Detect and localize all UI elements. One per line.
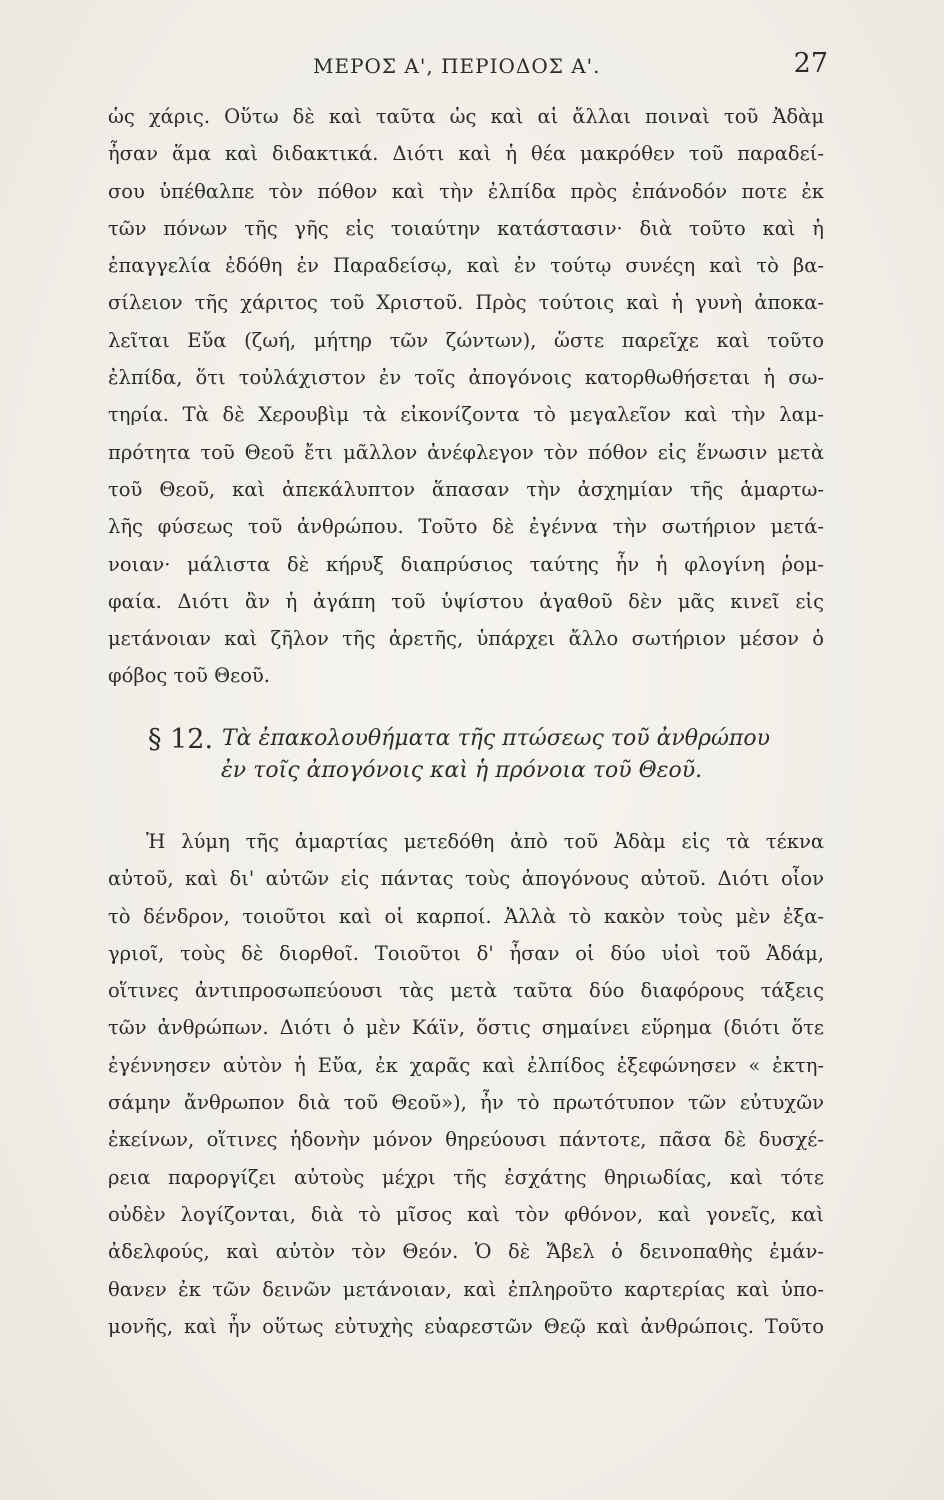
- section-title-line-2: ἐν τοῖς ἀπογόνοις καὶ ἡ πρόνοια τοῦ Θεοῦ.: [221, 758, 703, 783]
- text-line: ἐγέννησεν αὐτὸν ἡ Εὔα, ἐκ χαρᾶς καὶ ἐλπίδος ἐξεφώνησεν « ἐκτη-: [108, 1053, 824, 1077]
- text-line: αὐτοῦ, καὶ δι' αὐτῶν εἰς πάντας τοὺς ἀπογόνους αὐτοῦ. Διότι οἷον: [108, 867, 824, 891]
- text-line: τοῦ Θεοῦ, καὶ ἀπεκάλυπτον ἅπασαν τὴν ἀσχημίαν τῆς ἁμαρτω-: [108, 477, 824, 501]
- text-line: ἀδελφούς, καὶ αὐτὸν τὸν Θεόν. Ὁ δὲ Ἄβελ ὁ δεινοπαθὴς ἐμάν-: [108, 1240, 824, 1264]
- text-line: φόβος τοῦ Θεοῦ.: [108, 664, 270, 688]
- text-line: νοιαν· μάλιστα δὲ κήρυξ διαπρύσιος ταύτης ἦν ἡ φλογίνη ῥομ-: [108, 552, 824, 576]
- text-line: σάμην ἄνθρωπον διὰ τοῦ Θεοῦ»), ἦν τὸ πρωτότυπον τῶν εὐτυχῶν: [108, 1091, 824, 1115]
- running-head: ΜΕΡΟΣ Α', ΠΕΡΙΟΔΟΣ Α'.: [313, 54, 601, 78]
- text-line: ἐλπίδα, ὅτι τοὐλάχιστον ἐν τοῖς ἀπογόνοις κατορθωθήσεται ἡ σω-: [108, 366, 824, 390]
- text-line: σου ὑπέθαλπε τὸν πόθον καὶ τὴν ἐλπίδα πρὸς ἐπάνοδόν ποτε ἐκ: [108, 179, 824, 203]
- text-line: ἦσαν ἅμα καὶ διδακτικά. Διότι καὶ ἡ θέα μακρόθεν τοῦ παραδεί-: [108, 142, 824, 166]
- text-line: ἐκείνων, οἵτινες ἡδονὴν μόνον θηρεύουσι πάντοτε, πᾶσα δὲ δυσχέ-: [108, 1128, 824, 1152]
- section-title-line-1: Τὰ ἐπακολουθήματα τῆς πτώσεως τοῦ ἀνθρώπου: [222, 726, 771, 751]
- text-line: τῶν πόνων τῆς γῆς εἰς τοιαύτην κατάστασιν· διὰ τοῦτο καὶ ἡ: [108, 216, 824, 240]
- text-line: οἵτινες ἀντιπροσωπεύουσι τὰς μετὰ ταῦτα δύο διαφόρους τάξεις: [108, 979, 824, 1003]
- text-line: ρεια παροργίζει αὐτοὺς μέχρι τῆς ἐσχάτης θηριωδίας, καὶ τότε: [108, 1165, 824, 1189]
- text-line: φαία. Διότι ἂν ἡ ἀγάπη τοῦ ὑψίστου ἀγαθοῦ δὲν μᾶς κινεῖ εἰς: [108, 589, 824, 613]
- page-header: [108, 48, 828, 88]
- text-line: θανεν ἐκ τῶν δεινῶν μετάνοιαν, καὶ ἐπληροῦτο καρτερίας καὶ ὑπο-: [108, 1277, 824, 1301]
- text-line: σίλειον τῆς χάριτος τοῦ Χριστοῦ. Πρὸς τούτοις καὶ ἡ γυνὴ ἀποκα-: [108, 291, 824, 315]
- text-line: γριοῖ, τοὺς δὲ διορθοῖ. Τοιοῦτοι δ' ἦσαν οἱ δύο υἱοὶ τοῦ Ἀδάμ,: [108, 941, 824, 965]
- text-line: μονῆς, καὶ ἦν οὕτως εὐτυχὴς εὐαρεστῶν Θεῷ καὶ ἀνθρώποις. Τοῦτο: [108, 1314, 824, 1338]
- paragraph-2: [108, 823, 824, 1345]
- text-line: τῶν ἀνθρώπων. Διότι ὁ μὲν Κάϊν, ὅστις σημαίνει εὕρημα (διότι ὅτε: [108, 1016, 824, 1040]
- section-number: § 12.: [148, 724, 214, 755]
- paragraph-1: [108, 98, 824, 695]
- text-line: οὐδὲν λογίζονται, διὰ τὸ μῖσος καὶ τὸν φθόνον, καὶ γονεῖς, καὶ: [108, 1202, 824, 1226]
- text-line: λεῖται Εὔα (ζωή, μήτηρ τῶν ζώντων), ὥστε παρεῖχε καὶ τοῦτο: [108, 328, 824, 352]
- text-line: τηρία. Τὰ δὲ Χερουβὶμ τὰ εἰκονίζοντα τὸ μεγαλεῖον καὶ τὴν λαμ-: [108, 403, 824, 427]
- text-line: πρότητα τοῦ Θεοῦ ἔτι μᾶλλον ἀνέφλεγον τὸν πόθον εἰς ἕνωσιν μετὰ: [108, 440, 824, 464]
- section-heading: [148, 722, 828, 790]
- page-number: 27: [793, 48, 828, 79]
- text-line: λῆς φύσεως τοῦ ἀνθρώπου. Τοῦτο δὲ ἐγέννα τὴν σωτήριον μετά-: [108, 515, 824, 539]
- text-line: ὡς χάρις. Οὕτω δὲ καὶ ταῦτα ὡς καὶ αἱ ἄλλαι ποιναὶ τοῦ Ἀδὰμ: [108, 105, 824, 128]
- text-line: τὸ δένδρον, τοιοῦτοι καὶ οἱ καρποί. Ἀλλὰ τὸ κακὸν τοὺς μὲν ἐξα-: [108, 904, 824, 928]
- text-line: μετάνοιαν καὶ ζῆλον τῆς ἀρετῆς, ὑπάρχει ἄλλο σωτήριον μέσον ὁ: [108, 627, 824, 651]
- text-line: Ἡ λύμη τῆς ἁμαρτίας μετεδόθη ἀπὸ τοῦ Ἀδὰμ εἰς τὰ τέκνα: [146, 830, 824, 853]
- text-line: ἐπαγγελία ἐδόθη ἐν Παραδείσῳ, καὶ ἐν τούτῳ συνέςη καὶ τὸ βα-: [108, 254, 824, 278]
